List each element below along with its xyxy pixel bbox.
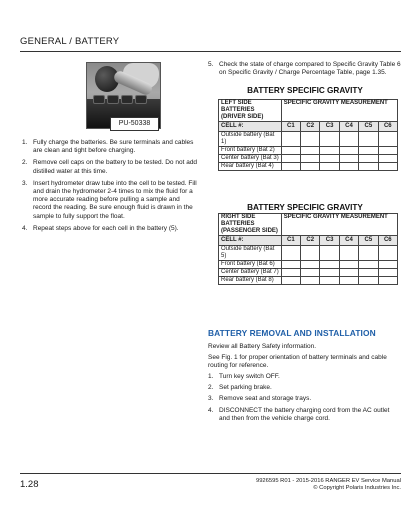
left-steps-list <box>22 139 198 237</box>
safety-paragraph: Review all Battery Safety information. <box>208 343 317 350</box>
left-battery-gravity-table: LEFT SIDE BATTERIES (DRIVER SIDE) SPECIFIC GRAVITY MEASUREMENT CELL #: C1 C2 C3 C4 C5 C6 Outside battery (Bat 1) Front battery (Bat 2) Center battery (Bat 3) Rear battery (Bat 4) <box>218 99 398 171</box>
list-item: 3. Remove seat and storage trays. <box>208 395 312 403</box>
header-rule <box>20 51 401 52</box>
side-label: RIGHT SIDE BATTERIES (PASSENGER SIDE) <box>219 214 282 236</box>
orientation-paragraph: See Fig. 1 for proper orientation of battery terminals and cable routing for reference. <box>208 354 387 370</box>
right-battery-gravity-table: RIGHT SIDE BATTERIES (PASSENGER SIDE) SPECIFIC GRAVITY MEASUREMENT CELL #: C1 C2 C3 C4 C5 C6 Outside battery (Bat 5) Front battery (Bat 6) Center battery (Bat 7) Rear battery (Bat 8) <box>218 213 398 285</box>
step-5-intro: 5. Check the state of charge compared to Specific Gravity Table 6 on Specific Gravity / Charge Percentage Table, page 1.35. <box>208 61 401 77</box>
table-row: Center battery (Bat 7) <box>219 269 398 277</box>
table-row: Rear battery (Bat 8) <box>219 277 398 285</box>
measure-label: SPECIFIC GRAVITY MEASUREMENT <box>281 100 397 122</box>
list-item: 2. Set parking brake. <box>208 384 272 392</box>
side-label: LEFT SIDE BATTERIES (DRIVER SIDE) <box>219 100 282 122</box>
cell-label: CELL #: <box>219 122 282 132</box>
left-table-title: BATTERY SPECIFIC GRAVITY <box>247 86 363 95</box>
measure-label: SPECIFIC GRAVITY MEASUREMENT <box>281 214 397 236</box>
cell-label: CELL #: <box>219 236 282 246</box>
figure-label: PU-50338 <box>110 117 159 131</box>
list-item: 4. Repeat steps above for each cell in the battery (5). <box>22 224 179 232</box>
table-row: Front battery (Bat 6) <box>219 261 398 269</box>
footer-text: 9926595 R01 - 2015-2016 RANGER EV Service Manual © Copyright Polaris Industries Inc. <box>255 478 401 492</box>
right-table-title: BATTERY SPECIFIC GRAVITY <box>247 203 363 212</box>
table-row: Rear battery (Bat 4) <box>219 163 398 171</box>
table-row: Outside battery (Bat 1) <box>219 132 398 147</box>
list-item: 1. Fully charge the batteries. Be sure terminals and cables are clean and tight before charging. <box>22 139 194 155</box>
list-item: 2. Remove cell caps on the battery to be tested. Do not add distilled water at this time. <box>22 159 198 175</box>
table-row: Front battery (Bat 2) <box>219 147 398 155</box>
footer-rule <box>20 473 401 474</box>
list-item: 3. Insert hydrometer draw tube into the cell to be tested. Fill and drain the hydrometer 2-4 times to mix the fluid for a more accurate reading before pulling a sample and record the reading. Be sure enough fluid is drawn in the sample to fully support the float. <box>22 179 197 220</box>
removal-steps-list <box>208 373 402 426</box>
list-item: 1. Turn key switch OFF. <box>208 373 280 380</box>
page-header: GENERAL / BATTERY <box>20 36 120 47</box>
page-number: 1.28 <box>20 479 39 490</box>
table-row: Center battery (Bat 3) <box>219 155 398 163</box>
list-item: 4. DISCONNECT the battery charging cord from the AC outlet and then from the vehicle charge cord. <box>208 406 390 422</box>
section-heading: BATTERY REMOVAL AND INSTALLATION <box>208 328 376 338</box>
table-row: Outside battery (Bat 5) <box>219 246 398 261</box>
